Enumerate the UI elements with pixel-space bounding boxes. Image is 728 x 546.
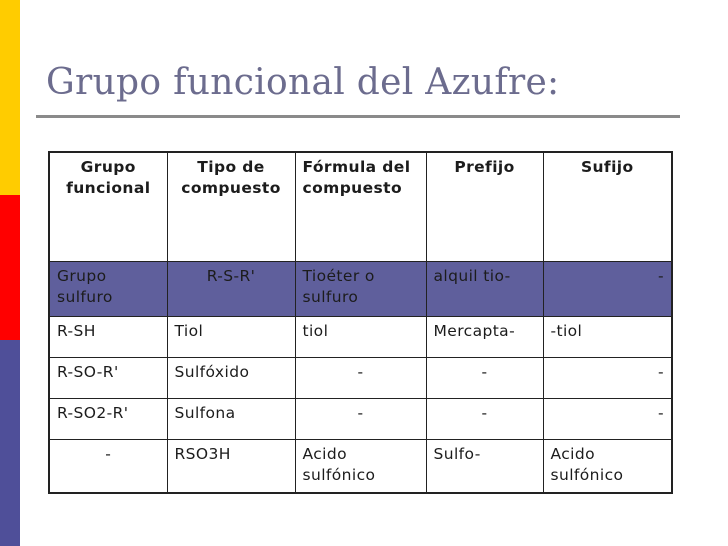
header-tipo-compuesto: Tipo de compuesto	[167, 152, 295, 262]
table-cell: alquil tio-	[426, 262, 543, 317]
accent-bar-blue	[0, 340, 20, 546]
table-cell: Tiol	[167, 317, 295, 358]
table-row	[49, 262, 672, 317]
table-row	[49, 358, 672, 399]
table-cell: Acido sulfónico	[295, 440, 426, 494]
table-cell: R-SO-R'	[49, 358, 167, 399]
table-row	[49, 440, 672, 494]
table-cell: Sulfona	[167, 399, 295, 440]
table-cell: R-SO2-R'	[49, 399, 167, 440]
table-cell: R-S-R'	[167, 262, 295, 317]
table-cell: -	[426, 399, 543, 440]
header-grupo-funcional: Grupo funcional	[49, 152, 167, 262]
accent-bar	[0, 0, 20, 546]
table-cell: Sulfóxido	[167, 358, 295, 399]
table-row	[49, 399, 672, 440]
accent-bar-yellow	[0, 0, 20, 195]
table-cell: Tioéter o sulfuro	[295, 262, 426, 317]
table-cell: -	[543, 358, 672, 399]
slide-title: Grupo funcional del Azufre:	[46, 62, 560, 103]
table-cell: tiol	[295, 317, 426, 358]
table-cell: Mercapta-	[426, 317, 543, 358]
table-cell: -	[543, 399, 672, 440]
table-cell: -	[49, 440, 167, 494]
table-cell: -	[426, 358, 543, 399]
table-header-row	[49, 152, 672, 262]
table-cell: -	[295, 399, 426, 440]
table-row	[49, 317, 672, 358]
table-cell: R-SH	[49, 317, 167, 358]
sulfur-functional-groups-table	[48, 151, 673, 494]
header-sufijo: Sufijo	[543, 152, 672, 262]
accent-bar-red	[0, 195, 20, 340]
table-cell: RSO3H	[167, 440, 295, 494]
table-cell: -	[543, 262, 672, 317]
header-formula-compuesto: Fórmula del compuesto	[295, 152, 426, 262]
table-cell: Acido sulfónico	[543, 440, 672, 494]
table-cell: -	[295, 358, 426, 399]
title-underline	[36, 115, 680, 118]
header-prefijo: Prefijo	[426, 152, 543, 262]
table-cell: Grupo sulfuro	[49, 262, 167, 317]
table-cell: -tiol	[543, 317, 672, 358]
table-cell: Sulfo-	[426, 440, 543, 494]
